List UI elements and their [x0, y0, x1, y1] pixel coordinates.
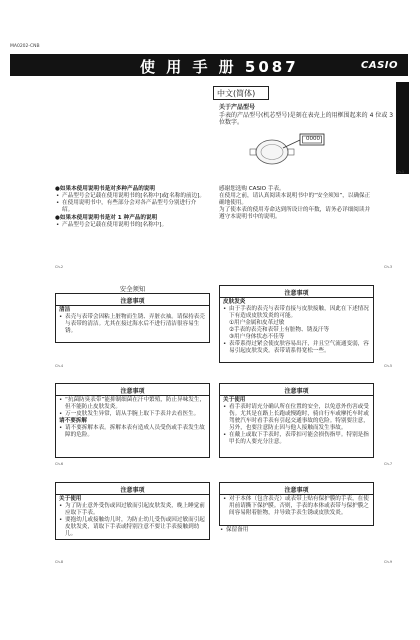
- language-label-box: [213, 86, 269, 100]
- page-number: Ch-1: [396, 170, 405, 174]
- safety-title: 安全须知: [119, 285, 146, 293]
- skin-item: • 表带系得过紧会使皮肤容易出汗，并且空气流通变弱，容易引起皮肤发炎。表带请系得宽松一些。: [222, 341, 370, 355]
- keep-note: • 保留备用: [219, 527, 359, 534]
- caution-heading: 注意事项: [284, 290, 309, 297]
- disassembly-heading: 请不要拆解: [59, 418, 87, 424]
- intro-heading-multi: ●如果本使用说明书是对多种产品的说明: [55, 186, 155, 192]
- sleep-item: • 为了防止意外受伤或因过敏而引起皮肤发炎，晚上睡觉前应取下手表。: [58, 503, 206, 517]
- watch-model-number: 0000: [306, 136, 320, 142]
- caution-heading: 注意事项: [284, 487, 309, 494]
- intro-left: [55, 186, 205, 229]
- usage-item: • 看手表时请充分确认所在位置的安全，以免意外伤害或受伤。尤其是在路上长跑或慢跑时，骑自行车或摩托车时或驾驶汽车时看手表有引起交通事故的危险。特别要注意，另外，也要注意防止因与他人接触而发生事故。: [222, 404, 370, 432]
- skin-sub-item: ①用户金属和皮革过敏: [229, 320, 285, 326]
- caution-box-skin: [219, 285, 374, 363]
- sleep-heading: 关于使用: [59, 496, 82, 502]
- disassembly-item: • 请不要拆解本表。拆解本表有造成人员受伤或手表发生故障的危险。: [58, 425, 206, 439]
- caution-heading: 注意事项: [284, 388, 309, 395]
- page-number: Ch-8: [55, 560, 64, 564]
- intro-heading-single: ●如果本使用说明书是对 1 种产品的说明: [55, 215, 158, 221]
- intro-right: [219, 186, 371, 221]
- model-text: 手表的产品型号(机芯型号)是刻在表壳上的用框围起来的 4 位或 3 位数字。: [219, 112, 394, 127]
- strap-item: • “抗菌防臭表带”能抑制细菌在汗中繁殖，防止异味发生，但不能防止皮肤发炎。: [58, 397, 206, 411]
- page-title: 使 用 手 册 5087: [140, 58, 299, 76]
- strap-item: • 万一皮肤发生异常，请从手腕上取下手表并去看医生。: [58, 411, 206, 418]
- skin-sub-item: ②手表的表壳和表带上有脏物、锈及汗等: [229, 327, 330, 333]
- intro-item: • 产品型号会记载在使用说明书的[名称中]或[名称的前边]。: [55, 193, 205, 200]
- sleep-item: • 要抱幼儿或接触幼儿时，为防止幼儿受伤或因过敏而引起皮肤发炎，请取下手表或特别注意不要让手表接触到幼儿。: [58, 517, 206, 538]
- keep-note-list: [219, 527, 359, 534]
- intro-read-safety: 在使用之前，请认真阅读本说明书中的“安全须知”，以确保正确地使用。: [219, 193, 371, 206]
- page-number: Ch-2: [55, 265, 64, 269]
- film-item: • 对于本体（包含表壳）或表带上贴有保护膜的手表，在使用前请撕下保护膜。否则，手表的本体或表带与保护膜之间容易附着脏物，并导致手表生锈或皮肤发炎。: [222, 496, 370, 517]
- caution-heading: 注意事项: [120, 388, 145, 395]
- caution-box-strap: [55, 383, 210, 458]
- caution-heading: 注意事项: [120, 487, 145, 494]
- caution-box-sleep: [55, 482, 210, 540]
- page-number: Ch-5: [384, 364, 393, 368]
- intro-lifespan: 为了使本表的使用寿命达到所设计的年数，请务必详细阅读并遵守本说明书中的说明。: [219, 207, 371, 220]
- caution-heading: 注意事项: [120, 298, 145, 305]
- intro-thanks: 感谢您选购 CASIO 手表。: [219, 186, 285, 192]
- watch-case-illustration: [248, 130, 338, 172]
- skin-item: • 由于手表的表壳与表带直接与皮肤接触，因此在下述情况下有造成皮肤发炎的可能。: [222, 306, 370, 320]
- cleaning-item: • 表壳与表带会因粘上脏物而生锈、弄脏衣袖。请保持表壳与表带的清洁。尤其在接过海水后不进行清洁很容易生锈。: [58, 314, 206, 335]
- casio-logo: CASIO: [360, 60, 398, 71]
- cleaning-heading: 清洁: [59, 307, 71, 313]
- usage-heading: 关于使用: [223, 397, 246, 403]
- model-code: MA0202-CNB: [10, 44, 40, 49]
- intro-item: • 产品型号会记载在使用说明书的[名称中]。: [55, 222, 205, 229]
- language-label: 中文(简体): [217, 89, 256, 98]
- caution-box-cleaning: [55, 293, 210, 343]
- language-tab: [396, 82, 409, 174]
- caution-box-film: [219, 482, 374, 526]
- caution-box-usage: [219, 383, 374, 458]
- page-number: Ch-9: [384, 560, 393, 564]
- header-bar: [10, 54, 408, 76]
- skin-heading: 皮肤发炎: [223, 299, 246, 305]
- skin-sub-item: ③用户身体状态不佳等: [229, 334, 285, 340]
- page-number: Ch-3: [384, 265, 393, 269]
- model-heading: 关于产品型号: [219, 104, 256, 111]
- usage-item: • 在戴上或取下手表时，表带扣可能会损伤指甲。特别是指甲长的人要充分注意。: [222, 432, 370, 446]
- page-number: Ch-4: [55, 364, 64, 368]
- intro-item: • 在使用说明书中，有些部分会对各产品型号分别进行介绍。: [55, 200, 205, 214]
- page-number: Ch-6: [55, 462, 64, 466]
- page-number: Ch-7: [384, 462, 393, 466]
